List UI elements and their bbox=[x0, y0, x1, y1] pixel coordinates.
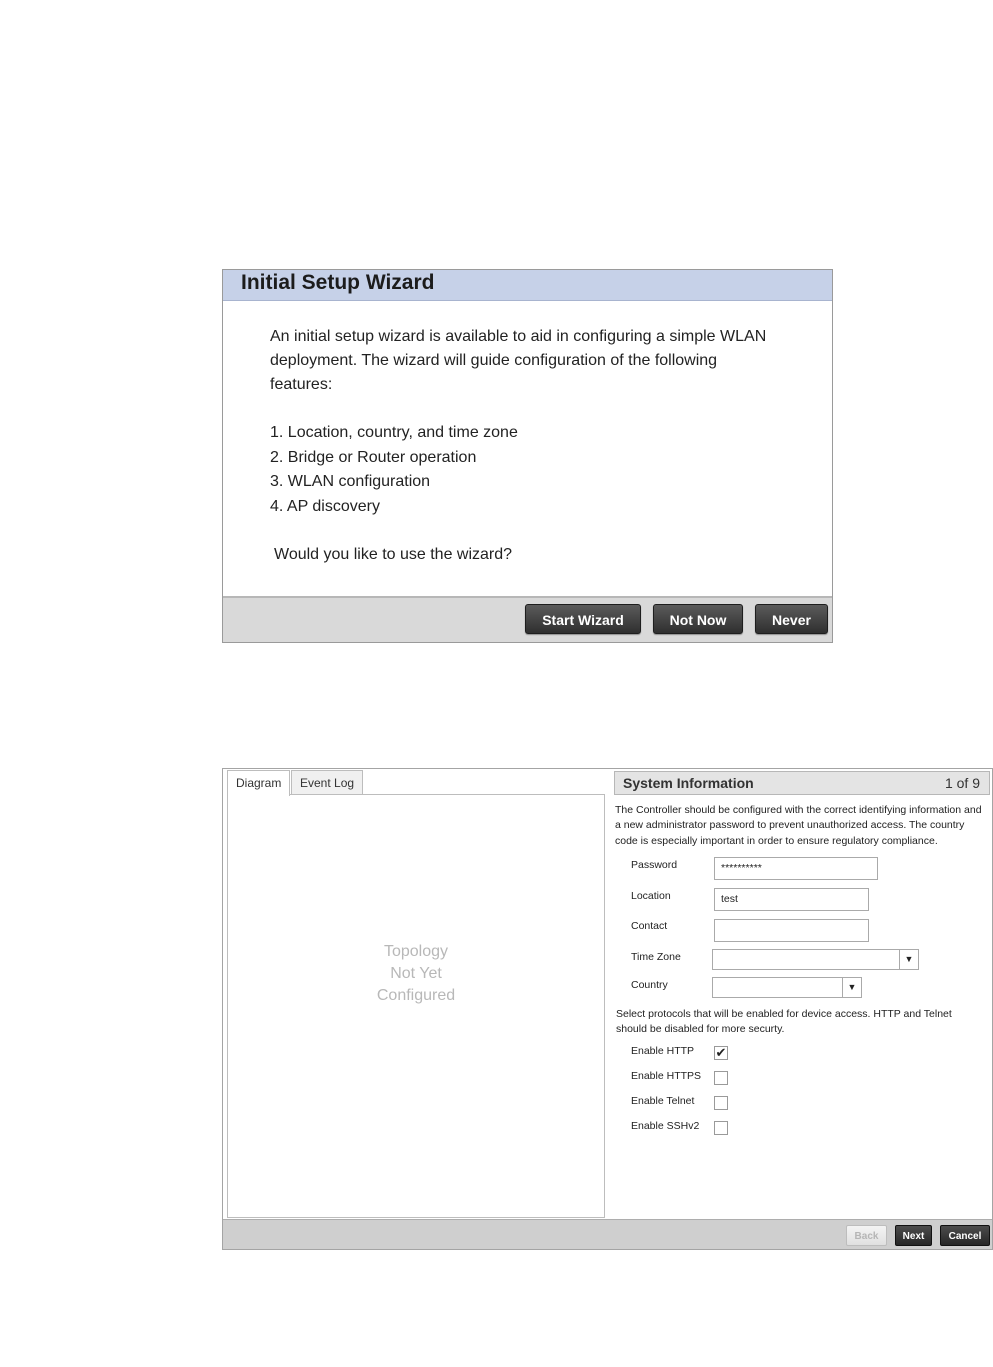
wizard-feature-item: 3. WLAN configuration bbox=[270, 473, 431, 490]
wizard-step-indicator: 1 of 9 bbox=[944, 775, 980, 791]
time-zone-select[interactable] bbox=[712, 949, 919, 970]
topology-message-line: Topology bbox=[383, 943, 449, 960]
not-now-button[interactable]: Not Now bbox=[653, 604, 743, 634]
location-label: Location bbox=[631, 890, 671, 902]
intro-line: a new administrator password to prevent unauthorized access. The country bbox=[615, 819, 965, 832]
wizard-feature-item: 1. Location, country, and time zone bbox=[270, 424, 518, 441]
chevron-down-icon[interactable]: ▼ bbox=[899, 950, 918, 969]
wizard-title: Initial Setup Wizard bbox=[223, 270, 832, 301]
diagram-panel bbox=[227, 794, 605, 1218]
location-field[interactable]: test bbox=[714, 888, 869, 911]
enable-https-checkbox[interactable] bbox=[714, 1071, 728, 1085]
country-select[interactable] bbox=[712, 977, 862, 998]
wizard-intro-line: deployment. The wizard will guide configuration of the following bbox=[270, 352, 718, 369]
wizard-intro-line: features: bbox=[270, 376, 333, 393]
start-wizard-button[interactable]: Start Wizard bbox=[525, 604, 641, 634]
tab-event-log[interactable]: Event Log bbox=[291, 770, 363, 794]
enable-https-label: Enable HTTPS bbox=[631, 1070, 702, 1082]
tab-diagram[interactable]: Diagram bbox=[227, 770, 290, 796]
setup-footer bbox=[223, 1219, 992, 1249]
wizard-body bbox=[270, 325, 810, 567]
wizard-intro-line: An initial setup wizard is available to aid in configuring a simple WLAN bbox=[270, 328, 767, 345]
setup-screen bbox=[222, 768, 993, 1250]
enable-telnet-label: Enable Telnet bbox=[631, 1095, 695, 1107]
wizard-footer bbox=[223, 596, 832, 642]
cancel-button[interactable]: Cancel bbox=[940, 1225, 990, 1246]
wizard-feature-item: 4. AP discovery bbox=[270, 497, 380, 515]
protocol-note-line: Select protocols that will be enabled for device access. HTTP and Telnet bbox=[616, 1008, 952, 1020]
enable-http-label: Enable HTTP bbox=[631, 1045, 695, 1057]
enable-sshv2-label: Enable SSHv2 bbox=[631, 1120, 700, 1132]
wizard-feature-item: 2. Bridge or Router operation bbox=[270, 448, 477, 466]
wizard-question: Would you like to use the wizard? bbox=[274, 546, 513, 563]
chevron-down-icon[interactable]: ▼ bbox=[842, 978, 861, 997]
intro-line: code is especially important in order to ensure regulatory compliance. bbox=[615, 834, 938, 847]
protocol-note bbox=[616, 1007, 986, 1038]
next-button[interactable]: Next bbox=[895, 1225, 932, 1246]
topology-status-message bbox=[228, 941, 604, 1007]
topology-message-line: Configured bbox=[376, 987, 456, 1004]
country-label: Country bbox=[631, 979, 668, 991]
checkmark-icon: ✔ bbox=[715, 1045, 727, 1060]
contact-field[interactable] bbox=[714, 919, 869, 942]
password-label: Password bbox=[631, 859, 678, 871]
topology-message-line: Not Yet bbox=[390, 965, 442, 982]
back-button[interactable]: Back bbox=[846, 1225, 887, 1246]
enable-http-checkbox[interactable] bbox=[714, 1046, 728, 1060]
panel-title: System Information bbox=[623, 775, 754, 791]
initial-setup-wizard-dialog bbox=[222, 269, 833, 643]
time-zone-label: Time Zone bbox=[631, 951, 681, 963]
protocol-note-line: should be disabled for more securty. bbox=[616, 1023, 785, 1036]
enable-telnet-checkbox[interactable] bbox=[714, 1096, 728, 1110]
never-button[interactable]: Never bbox=[755, 604, 828, 634]
enable-sshv2-checkbox[interactable] bbox=[714, 1121, 728, 1135]
wizard-feature-list bbox=[270, 421, 810, 519]
password-field[interactable]: ********** bbox=[714, 857, 878, 880]
system-information-header bbox=[614, 771, 990, 795]
intro-line: The Controller should be configured with the correct identifying information and bbox=[615, 804, 982, 816]
contact-label: Contact bbox=[631, 920, 668, 932]
system-information-intro bbox=[615, 803, 990, 849]
